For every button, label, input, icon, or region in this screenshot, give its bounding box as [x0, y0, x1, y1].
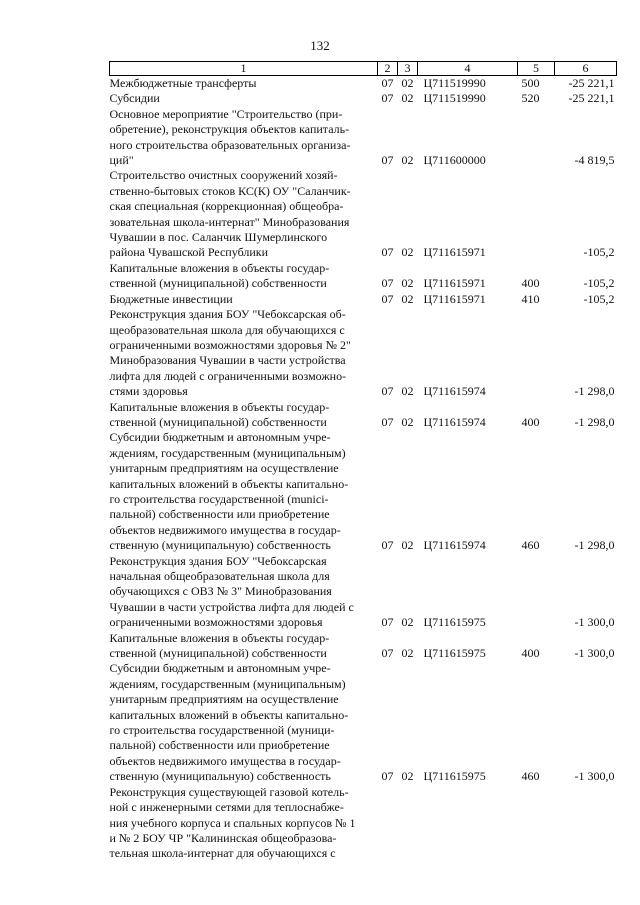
- section-code: 07: [381, 245, 394, 260]
- section-code: 07: [381, 646, 394, 661]
- table-row: [110, 661, 617, 784]
- expense-type-code: 400: [521, 414, 540, 429]
- target-article-code: Ц711615971: [423, 245, 486, 260]
- table-header-row: [110, 62, 617, 76]
- table-row: [110, 76, 617, 92]
- row-name: Основное мероприятие "Строительство (при- обретение), реконструкция объектов капиталь- ного строительства образовательных организа- ций": [109, 106, 351, 168]
- section-code: 07: [381, 76, 394, 90]
- table-row: [110, 261, 617, 292]
- section-code: 07: [381, 538, 394, 553]
- subsection-code: 02: [401, 76, 414, 90]
- budget-table: [109, 61, 617, 862]
- subsection-code: 02: [401, 615, 414, 630]
- target-article-code: Ц711615974: [423, 414, 486, 429]
- table-row: [110, 430, 617, 553]
- amount-value: -25 221,1: [568, 76, 615, 90]
- target-article-code: Ц711600000: [423, 153, 486, 168]
- section-code: 07: [381, 384, 394, 399]
- row-name: Реконструкция здания БОУ "Чебоксарская начальная общеобразовательная школа для обучающихся с ОВЗ № 3" Минобразования Чувашии в части устройства лифта для людей с ограниченными возможностями здоровья: [109, 553, 354, 630]
- table-row: [110, 91, 617, 106]
- subsection-code: 02: [401, 384, 414, 399]
- target-article-code: Ц711615971: [423, 291, 486, 306]
- amount-value: [555, 785, 617, 862]
- section-code: 07: [381, 291, 394, 306]
- section-code: 07: [381, 615, 394, 630]
- subsection-code: 02: [401, 245, 414, 260]
- section-code: 07: [381, 769, 394, 784]
- subsection-code: 02: [401, 91, 414, 106]
- subsection-code: 02: [401, 276, 414, 291]
- table-row: [110, 400, 617, 431]
- section-code: 07: [381, 153, 394, 168]
- header-cell: 4: [418, 62, 518, 76]
- table-row: [110, 631, 617, 662]
- row-name: Бюджетные инвестиции: [109, 291, 233, 306]
- target-article-code: Ц711615975: [423, 615, 486, 630]
- expense-type-code: [518, 785, 555, 862]
- expense-type-code: 400: [521, 646, 540, 661]
- section-code: [378, 785, 398, 862]
- target-article-code: Ц711519990: [423, 91, 486, 106]
- target-article-code: Ц711519990: [423, 76, 486, 90]
- target-article-code: Ц711615974: [423, 384, 486, 399]
- expense-type-code: 460: [521, 538, 540, 553]
- section-code: 07: [381, 91, 394, 106]
- expense-type-code: 410: [521, 291, 540, 306]
- row-name: Капитальные вложения в объекты государ- ственной (муниципальной) собственности: [109, 630, 330, 661]
- amount-value: -1 300,0: [574, 646, 615, 661]
- amount-value: -105,2: [583, 276, 615, 291]
- row-name: Капитальные вложения в объекты государ- ственной (муниципальной) собственности: [109, 399, 330, 429]
- amount-value: -105,2: [583, 245, 615, 260]
- header-cell: 3: [398, 62, 418, 76]
- target-article-code: [418, 785, 518, 862]
- subsection-code: 02: [401, 538, 414, 553]
- page-number: 132: [310, 38, 330, 53]
- target-article-code: Ц711615974: [423, 538, 486, 553]
- row-name: Субсидии бюджетным и автономным учре- ждениям, государственным (муниципальным) унитарным предприятиям на осуществление капитальных вложений в объекты капитально- го строительства государственной (муници- пальной) собственности или приобретение объектов недвижимого имущества в государ- ственную (муниципальную) собственность: [109, 661, 349, 784]
- expense-type-code: 460: [521, 769, 540, 784]
- subsection-code: 02: [401, 769, 414, 784]
- row-name: Реконструкция здания БОУ "Чебоксарская об- щеобразовательная школа для обучающихся с ограниченными возможностями здоровья № 2" Минобразования Чувашии в части устройства лифта для людей с ограниченными возможно- стями здоровья: [109, 307, 351, 399]
- header-cell: 2: [378, 62, 398, 76]
- header-cell: 5: [518, 62, 555, 76]
- amount-value: -4 819,5: [574, 153, 615, 168]
- expense-type-code: [518, 554, 555, 631]
- table-row: [110, 107, 617, 169]
- row-name: Капитальные вложения в объекты государ- ственной (муниципальной) собственности: [109, 260, 330, 291]
- expense-type-code: 500: [521, 76, 540, 90]
- amount-value: -1 300,0: [574, 615, 615, 630]
- expense-type-code: [518, 168, 555, 260]
- header-cell: 1: [110, 62, 378, 76]
- section-code: 07: [381, 276, 394, 291]
- row-name: Субсидии: [109, 91, 160, 106]
- table-row: [110, 292, 617, 307]
- table-row: [110, 168, 617, 260]
- amount-value: -1 298,0: [574, 384, 615, 399]
- section-code: 07: [381, 414, 394, 429]
- expense-type-code: [518, 107, 555, 169]
- row-name: Межбюджетные трансферты: [109, 76, 257, 90]
- amount-value: -1 300,0: [574, 769, 615, 784]
- row-name: Субсидии бюджетным и автономным учре- ждениям, государственным (муниципальным) унитарным предприятиям на осуществление капитальных вложений в объекты капитально- го строительства государственной (munici- пальной) собственности или приобретение объектов недвижимого имущества в государ- ственную (муниципальную) собственность: [109, 430, 349, 553]
- amount-value: -105,2: [583, 291, 615, 306]
- target-article-code: Ц711615971: [423, 276, 486, 291]
- table-row: [110, 554, 617, 631]
- target-article-code: Ц711615975: [423, 646, 486, 661]
- header-cell: 6: [555, 62, 617, 76]
- subsection-code: 02: [401, 414, 414, 429]
- amount-value: -1 298,0: [574, 538, 615, 553]
- subsection-code: 02: [401, 291, 414, 306]
- expense-type-code: [518, 307, 555, 399]
- table-row: [110, 785, 617, 862]
- target-article-code: Ц711615975: [423, 769, 486, 784]
- subsection-code: 02: [401, 153, 414, 168]
- amount-value: -25 221,1: [568, 91, 615, 106]
- row-name: Реконструкция существующей газовой котель- ной с инженерными сетями для теплоснабже- ния учебного корпуса и спальных корпусов № 1 и № 2 БОУ ЧР "Калининская общеобразова- тельная школа-интернат для обучающихся с: [109, 784, 356, 861]
- expense-type-code: 520: [521, 91, 540, 106]
- subsection-code: 02: [401, 646, 414, 661]
- expense-type-code: 400: [521, 276, 540, 291]
- row-name: Строительство очистных сооружений хозяй- ственно-бытовых стоков КС(К) ОУ "Саланчик- ская специальная (коррекционная) общеобра- зовательная школа-интернат" Минобразования Чувашии в пос. Саланчик Шумерлинского района Чувашской Республики: [109, 168, 351, 260]
- amount-value: -1 298,0: [574, 414, 615, 429]
- table-row: [110, 307, 617, 399]
- subsection-code: [398, 785, 418, 862]
